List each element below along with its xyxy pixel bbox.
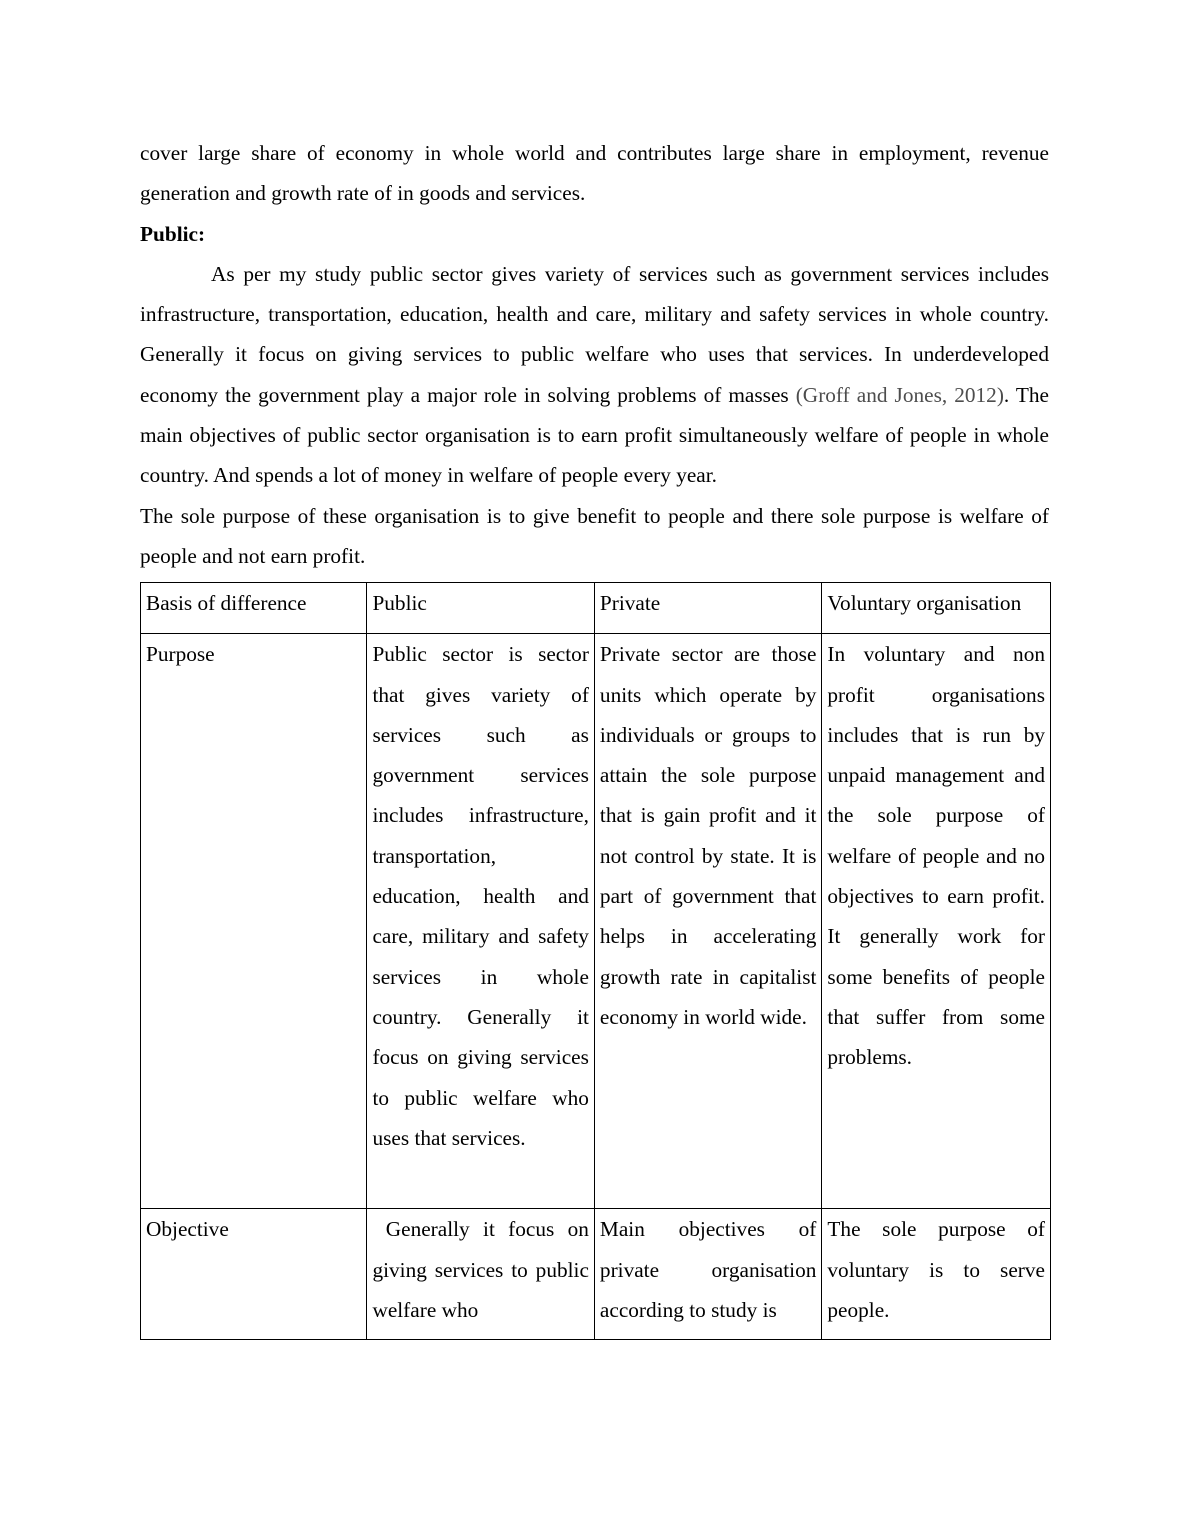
intro-paragraph: cover large share of economy in whole world and contributes large share in employment, revenue generation and growth rate of in goods and services. xyxy=(140,141,1049,206)
document-page xyxy=(140,133,1049,1340)
cell-public xyxy=(367,1209,594,1340)
header-cell-basis xyxy=(141,583,367,634)
header-private-text: Private xyxy=(599,591,661,616)
purpose-label: Purpose xyxy=(146,642,215,667)
cell-private xyxy=(594,634,821,1209)
cell-voluntary xyxy=(822,1209,1051,1340)
header-public-text: Public xyxy=(372,591,427,616)
cell-private xyxy=(594,1209,821,1340)
citation: (Groff and Jones, 2012) xyxy=(795,382,1004,407)
objective-public-text: Generally it focus on giving services to public welfare who xyxy=(372,1217,595,1322)
purpose-voluntary-text: In voluntary and non profit organisations includes that is run by unpaid management and the sole purpose of welfare of people and no objectives to earn profit. It generally work for some benefits of people that suffer from some problems. xyxy=(827,642,1045,1070)
cell-voluntary xyxy=(822,634,1051,1209)
sole-purpose-paragraph: The sole purpose of these organisation is to give benefit to people and there sole purpose is welfare of people and not earn profit. xyxy=(140,503,1049,568)
public-paragraph-text-1: As per my study public sector gives variety of services such as government services includes infrastructure, transportation, education, health and care, military and safety services in whole country. Generally it focus on giving services to public welfare who uses that services. In underdeveloped economy the government play a major role in solving problems of masses xyxy=(140,261,1049,407)
table-row xyxy=(141,634,1051,1209)
header-basis-text: Basis of difference xyxy=(146,591,307,616)
public-heading: Public: xyxy=(140,221,206,246)
header-cell-private xyxy=(594,583,821,634)
header-cell-voluntary xyxy=(822,583,1051,634)
objective-label: Objective xyxy=(146,1217,229,1242)
purpose-private-text: Private sector are those units which operate by individuals or groups to attain the sole purpose that is gain profit and it not control by state. It is part of government that helps in accelerating growth rate in capitalist economy in world wide. xyxy=(599,642,817,1029)
table-header-row xyxy=(141,583,1051,634)
header-voluntary-text: Voluntary organisation xyxy=(827,591,1022,616)
purpose-public-text: Public sector is sector that gives variety of services such as government services includes infrastructure, transportation, education, health and care, military and safety services in whole country. Generally it focus on giving services to public welfare who uses that services. xyxy=(372,642,589,1150)
cell-basis xyxy=(141,634,367,1209)
table-row xyxy=(141,1209,1051,1340)
objective-private-text: Main objectives of private organisation according to study is xyxy=(599,1217,817,1322)
public-paragraph-text-2: . The main objectives of public sector organisation is to earn profit simultaneously welfare of people in whole country. And spends a lot of money in welfare of people every year. xyxy=(140,382,1050,488)
comparison-table xyxy=(140,582,1051,1340)
header-cell-public xyxy=(367,583,594,634)
objective-voluntary-text: The sole purpose of voluntary is to serve people. xyxy=(827,1217,1045,1322)
cell-basis xyxy=(141,1209,367,1340)
public-paragraph xyxy=(140,254,1049,496)
cell-public xyxy=(367,634,594,1209)
